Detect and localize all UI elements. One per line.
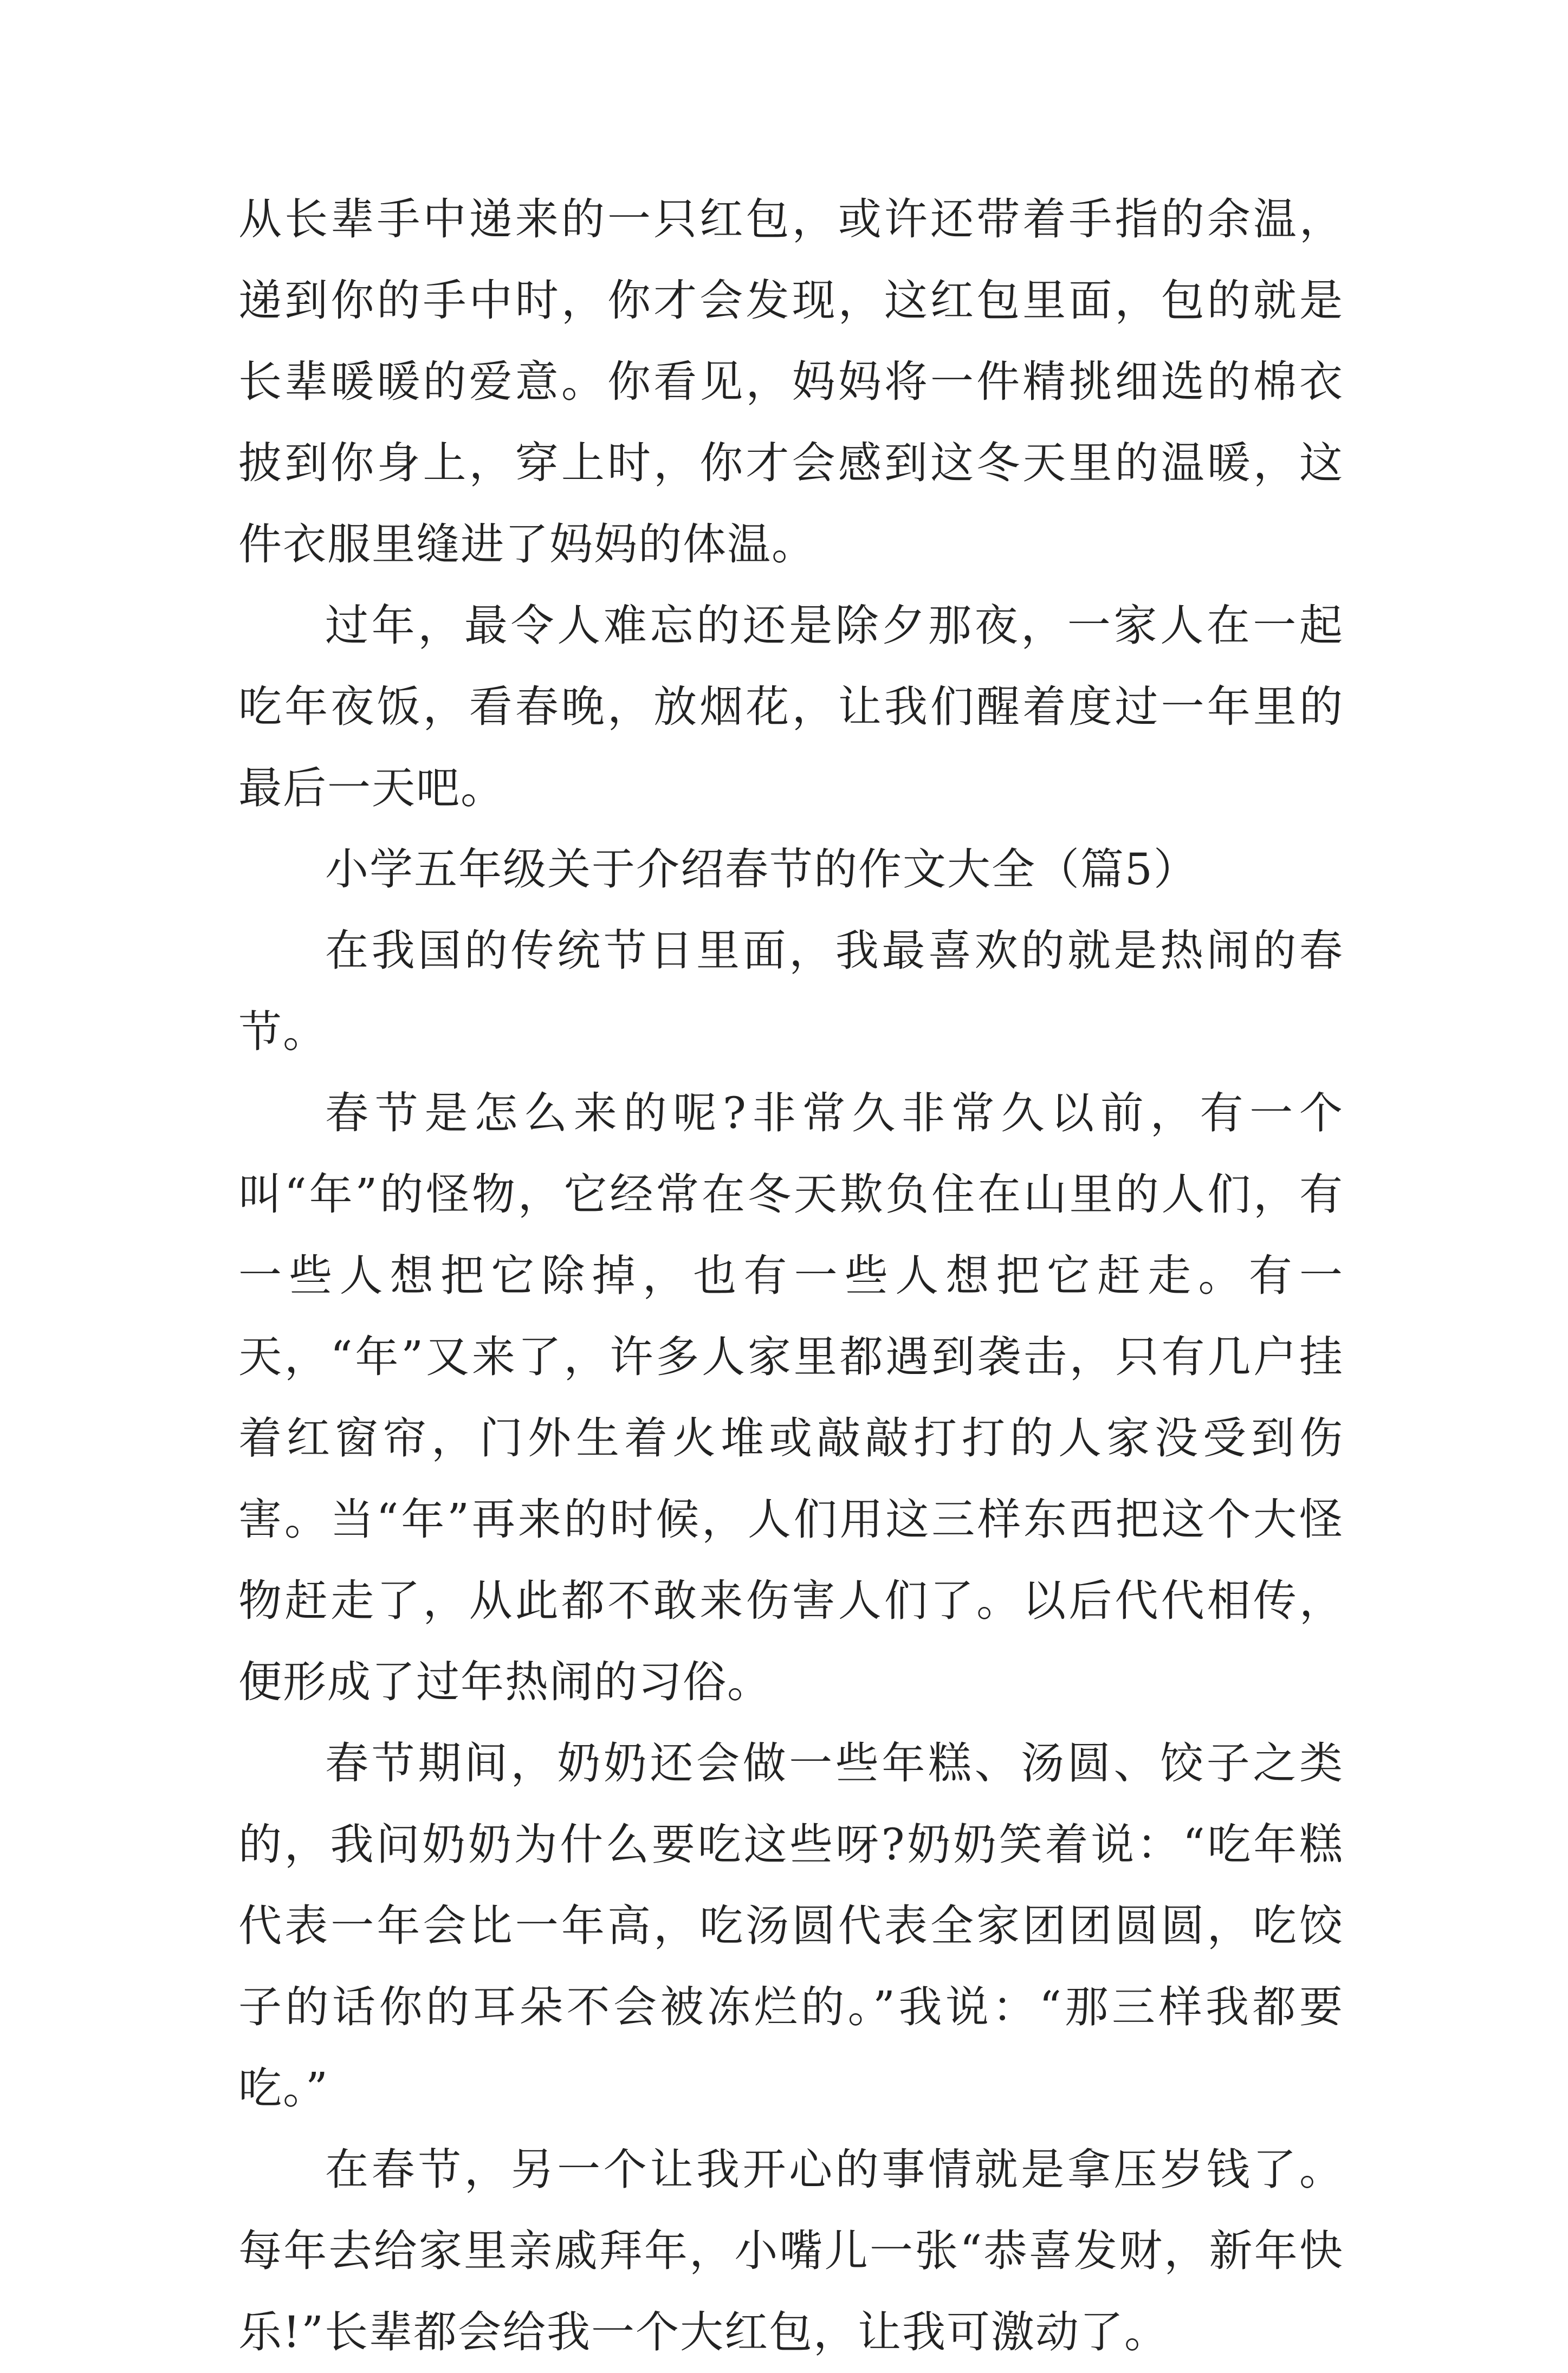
paragraph-new-years-eve: 过年，最令人难忘的还是除夕那夜，一家人在一起吃年夜饭，看春晚，放烟花，让我们醒着度过一年里的最后一天吧。 <box>238 600 1344 813</box>
paragraph-red-envelope: 从长辈手中递来的一只红包，或许还带着手指的余温，递到你的手中时，你才会发现，这红包里面，包的就是长辈暖暖的爱意。你看见，妈妈将一件精挑细选的棉衣披到你身上，穿上时，你才会感到这冬天里的温暖，这件衣服里缝进了妈妈的体温。 <box>238 194 1344 569</box>
document-body <box>238 179 1344 2373</box>
paragraph-nian-legend: 春节是怎么来的呢?非常久非常久以前，有一个叫“年”的怪物，它经常在冬天欺负住在山里的人们，有一些人想把它除掉，也有一些人想把它赶走。有一天，“年”又来了，许多人家里都遇到袭击，只有几户挂着红窗帘，门外生着火堆或敲敲打打的人家没受到伤害。当“年”再来的时候，人们用这三样东西把这个大怪物赶走了，从此都不敢来伤害人们了。以后代代相传，便形成了过年热闹的习俗。 <box>238 1088 1344 1707</box>
paragraph-lucky-money: 在春节，另一个让我开心的事情就是拿压岁钱了。每年去给家里亲戚拜年，小嘴儿一张“恭喜发财，新年快乐!”长辈都会给我一个大红包，让我可激动了。 <box>238 2144 1344 2357</box>
paragraph-favorite-festival: 在我国的传统节日里面，我最喜欢的就是热闹的春节。 <box>238 925 1344 1057</box>
section-heading: 小学五年级关于介绍春节的作文大全（篇5） <box>325 844 1198 894</box>
paragraph-festival-foods: 春节期间，奶奶还会做一些年糕、汤圆、饺子之类的，我问奶奶为什么要吃这些呀?奶奶笑着说：“吃年糕代表一年会比一年高，吃汤圆代表全家团团圆圆，吃饺子的话你的耳朵不会被冻烂的。”我说：“那三样我都要吃。” <box>238 1738 1344 2113</box>
